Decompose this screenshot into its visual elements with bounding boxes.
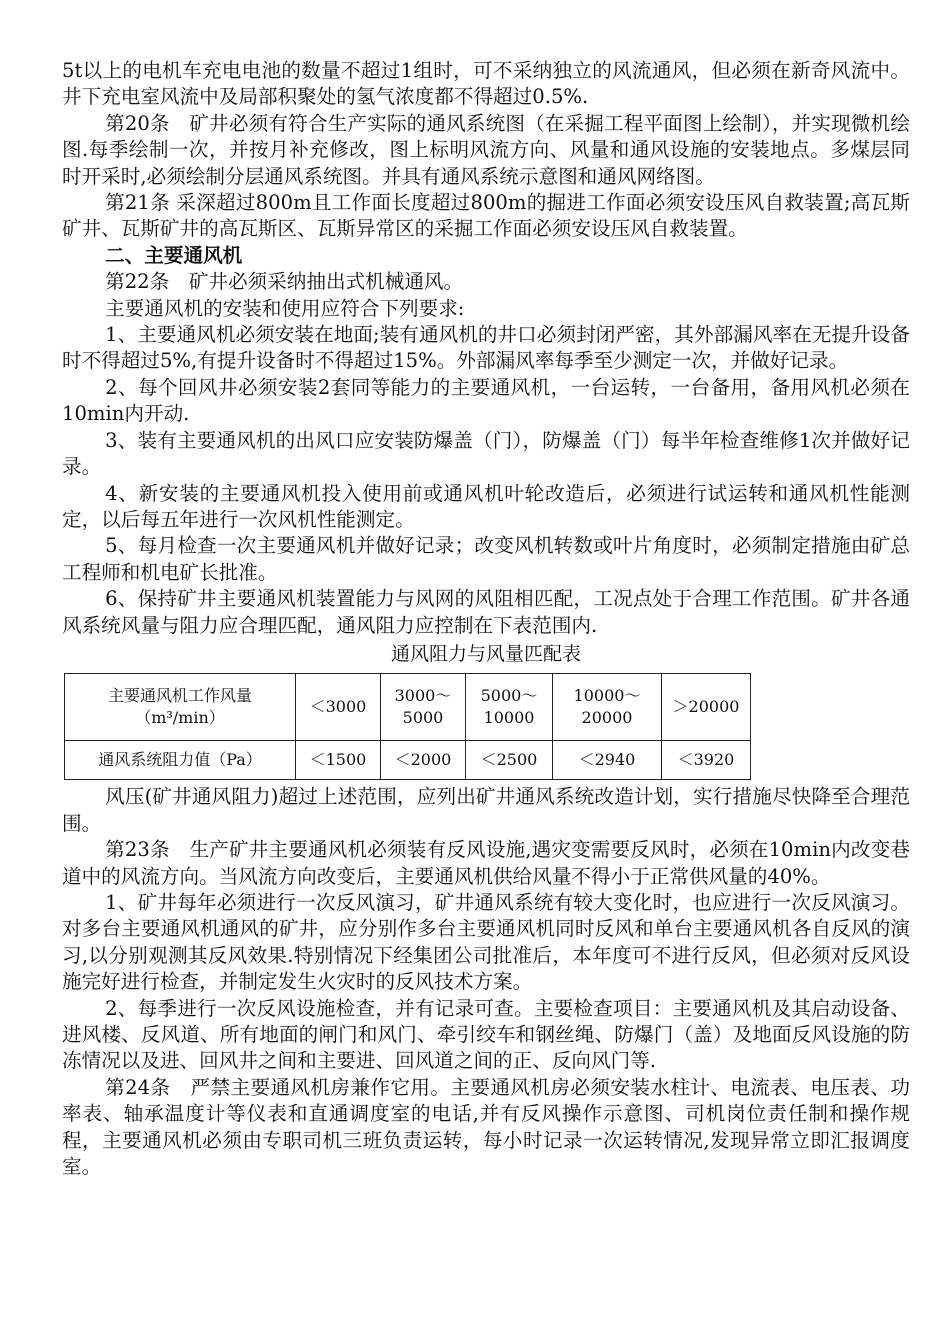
paragraph: 5、每月检查一次主要通风机并做好记录；改变风机转数或叶片角度时，必须制定措施由矿总工程师和机电矿长批准。 xyxy=(62,534,910,584)
table-cell: 5000～10000 xyxy=(466,674,553,741)
paragraph: 2、每个回风井必须安装2套同等能力的主要通风机，一台运转，一台备用，备用风机必须在10min内开动. xyxy=(62,375,910,426)
table-cell: 3000～5000 xyxy=(381,674,466,741)
paragraph: 5t以上的电机车充电电池的数量不超过1组时，可不采纳独立的风流通风，但必须在新奇风流中。井下充电室风流中及局部积聚处的氢气浓度都不得超过0.5%. xyxy=(62,59,910,109)
paragraph: 第24条 严禁主要通风机房兼作它用。主要通风机房必须安装水柱计、电流表、电压表、功率表、轴承温度计等仪表和直通调度室的电话,并有反风操作示意图、司机岗位责任制和操作规程，主要通风机必须由专职司机三班负责运转，每小时记录一次运转情况,发现异常立即汇报调度室。 xyxy=(62,1075,910,1179)
table-row xyxy=(65,674,751,741)
paragraph: 2、每季进行一次反风设施检查，并有记录可查。主要检查项目：主要通风机及其启动设备、进风楼、反风道、所有地面的闸门和风门、牵引绞车和钢丝绳、防爆门（盖）及地面反风设施的防冻情况以及进、回风井之间和主要进、回风道之间的正、反向风门等. xyxy=(62,996,910,1073)
section-heading: 二、主要通风机 xyxy=(105,243,243,267)
table-cell: ＜1500 xyxy=(296,741,381,780)
table-caption: 通风阻力与风量匹配表 xyxy=(390,642,581,665)
document-page xyxy=(62,58,910,1180)
paragraph: 1、主要通风机必须安装在地面;装有通风机的井口必须封闭严密，其外部漏风率在无提升设备时不得超过5%,有提升设备时不得超过15%。外部漏风率每季至少测定一次，并做好记录。 xyxy=(62,323,910,373)
paragraph: 6、保持矿井主要通风机装置能力与风网的风阻相匹配，工况点处于合理工作范围。矿井各通风系统风量与阻力应合理匹配，通风阻力应控制在下表范围内. xyxy=(62,587,910,637)
table-cell: ＜2940 xyxy=(553,741,662,780)
paragraph: 1、矿井每年必须进行一次反风演习，矿井通风系统有较大变化时，也应进行一次反风演习。对多台主要通风机通风的矿井，应分别作多台主要通风机同时反风和单台主要通风机各自反风的演习,以分别观测其反风效果.特别情况下经集团公司批准后，本年度可不进行反风，但必须对反风设施完好进行检查，并制定发生火灾时的反风技术方案。 xyxy=(62,890,910,994)
table-cell-text: （m³/min） xyxy=(135,708,225,728)
paragraph: 第21条 采深超过800m且工作面长度超过800m的掘进工作面必须安设压风自救装置;高瓦斯矿井、瓦斯矿井的高瓦斯区、瓦斯异常区的采掘工作面必须安设压风自救装置。 xyxy=(62,191,910,241)
paragraph: 第20条 矿井必须有符合生产实际的通风系统图（在采掘工程平面图上绘制），并实现微机绘图.每季绘制一次，并按月补充修改，图上标明风流方向、风量和通风设施的安装地点。多煤层同时开采时,必须绘制分层通风系统图。并具有通风系统示意图和通风网络图。 xyxy=(62,111,910,188)
paragraph: 主要通风机的安装和使用应符合下列要求: xyxy=(105,296,465,320)
table-cell: ＜3920 xyxy=(662,741,751,780)
table-cell: 10000～20000 xyxy=(553,674,662,741)
paragraph: 3、装有主要通风机的出风口应安装防爆盖（门），防爆盖（门）每半年检查维修1次并做好记录。 xyxy=(62,428,910,479)
table-cell: ＜3000 xyxy=(296,674,381,741)
ventilation-table xyxy=(64,673,751,780)
paragraph: 第22条 矿井必须采纳抽出式机械通风。 xyxy=(105,270,464,294)
table-row-header xyxy=(65,674,296,741)
table-cell: ＜2000 xyxy=(381,741,466,780)
table-row-header: 通风系统阻力值（Pa） xyxy=(65,741,296,780)
paragraph: 风压(矿井通风阻力)超过上述范围，应列出矿井通风系统改造计划，实行措施尽快降至合理范围。 xyxy=(62,785,910,835)
paragraph: 4、新安装的主要通风机投入使用前或通风机叶轮改造后，必须进行试运转和通风机性能测定，以后每五年进行一次风机性能测定。 xyxy=(62,481,910,531)
table-cell-text: 主要通风机工作风量 xyxy=(107,686,252,706)
table-row xyxy=(65,741,751,780)
table-cell: ＜2500 xyxy=(466,741,553,780)
table-cell: ＞20000 xyxy=(662,674,751,741)
paragraph: 第23条 生产矿井主要通风机必须装有反风设施,遇灾变需要反风时，必须在10min内改变巷道中的风流方向。当风流方向改变后，主要通风机供给风量不得小于正常供风量的40%。 xyxy=(62,838,910,888)
